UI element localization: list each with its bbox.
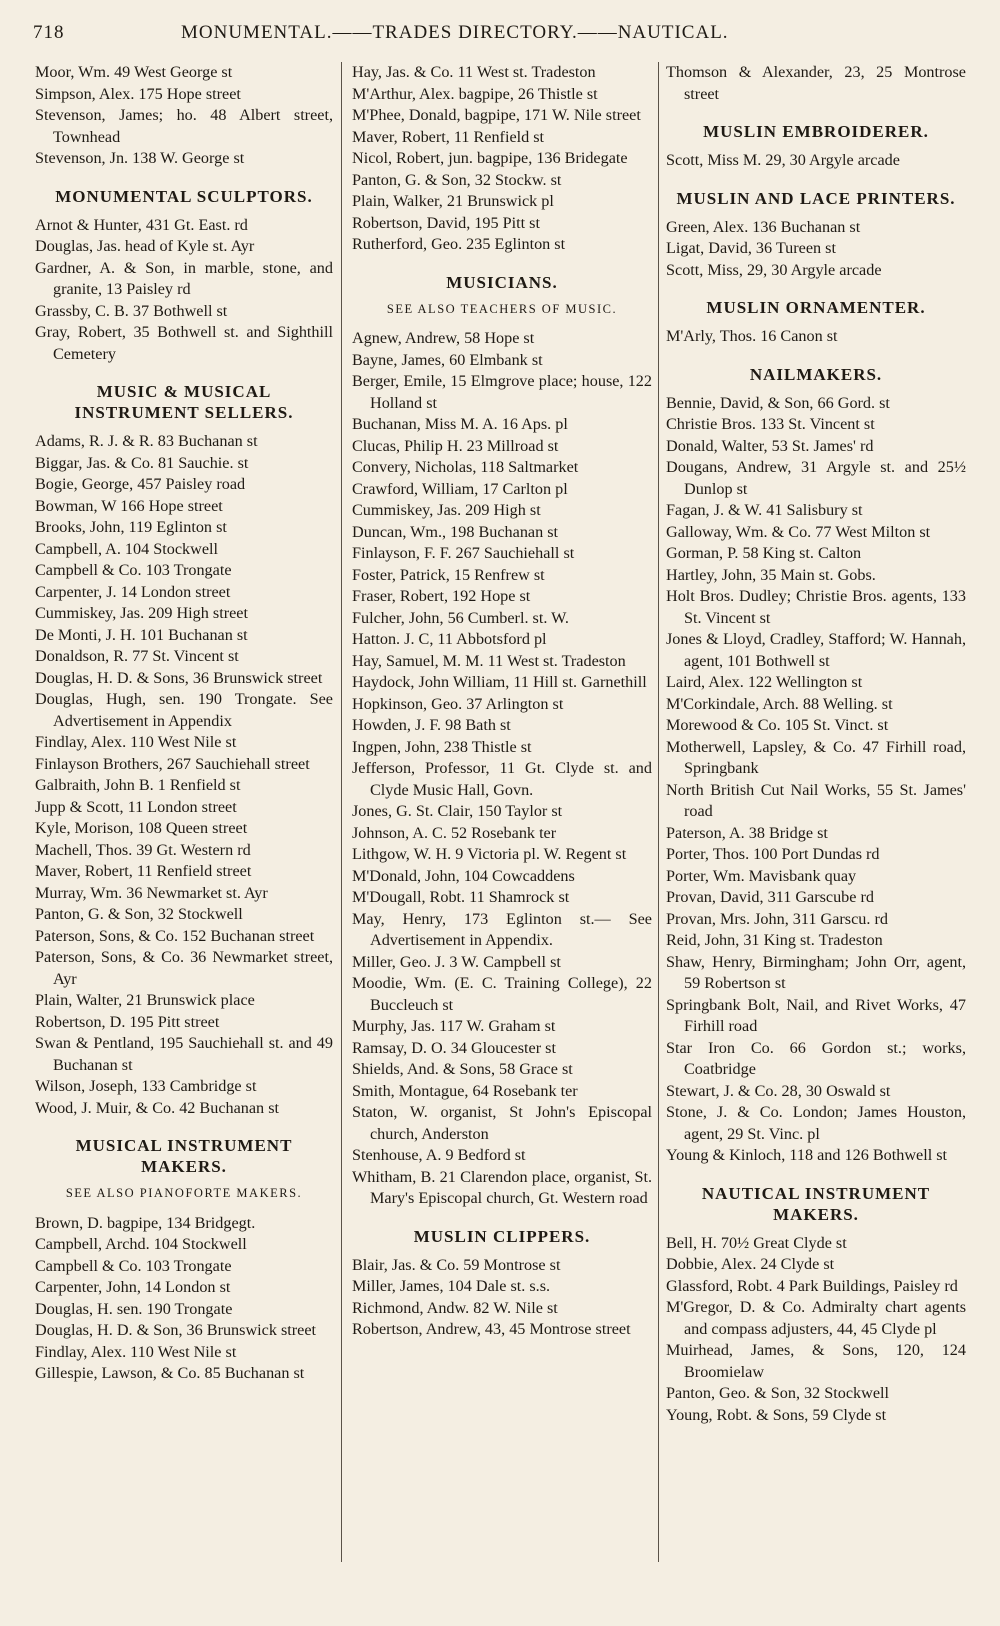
directory-entry: Campbell, Archd. 104 Stockwell (35, 1235, 247, 1253)
see-also-note: SEE ALSO PIANOFORTE MAKERS. (65, 1186, 303, 1200)
directory-entry: Porter, Thos. 100 Port Dundas rd (666, 845, 880, 863)
directory-entry: Gray, Robert, 35 Bothwell st. and Sighthill Cemetery (35, 323, 333, 363)
directory-entry: Campbell & Co. 103 Trongate (35, 1256, 232, 1275)
directory-entry: Donald, Walter, 53 St. James' rd (666, 436, 874, 455)
directory-entry: Stenhouse, A. 9 Bedford st (352, 1146, 526, 1164)
directory-entry: Murray, Wm. 36 Newmarket st. Ayr (35, 883, 268, 902)
directory-entry: Ramsay, D. O. 34 Gloucester st (352, 1038, 556, 1057)
directory-entry: Convery, Nicholas, 118 Saltmarket (352, 458, 579, 476)
directory-entry: Brooks, John, 119 Eglinton st (35, 518, 227, 536)
directory-entry: Johnson, A. C. 52 Rosebank ter (352, 823, 557, 842)
directory-entry: Shaw, Henry, Birmingham; John Orr, agent, 59 Robertson st (666, 952, 966, 992)
page-header (33, 22, 960, 52)
directory-entry: Plain, Walker, 21 Brunswick pl (352, 192, 554, 210)
section-heading: MONUMENTAL SCULPTORS. (55, 186, 313, 206)
directory-entry: Brown, D. bagpipe, 134 Bridgegt. (35, 1213, 256, 1232)
directory-entry: Hopkinson, Geo. 37 Arlington st (352, 694, 564, 713)
section-heading: MUSIC & MUSICAL INSTRUMENT SELLERS. (74, 382, 294, 422)
directory-entry: Haydock, John William, 11 Hill st. Garnethill (352, 673, 647, 691)
directory-entry: Bell, H. 70½ Great Clyde st (666, 1233, 847, 1252)
directory-entry: Provan, Mrs. John, 311 Garscu. rd (666, 909, 888, 928)
directory-entry: Adams, R. J. & R. 83 Buchanan st (35, 432, 258, 450)
directory-entry: Findlay, Alex. 110 West Nile st (35, 733, 237, 751)
directory-entry: Campbell, A. 104 Stockwell (35, 539, 218, 558)
section-heading: MUSLIN ORNAMENTER. (706, 298, 926, 317)
directory-entry: Jones & Lloyd, Cradley, Stafford; W. Hannah, agent, 101 Bothwell st (666, 630, 966, 670)
directory-entry: De Monti, J. H. 101 Buchanan st (35, 625, 248, 644)
directory-entry: Douglas, H. D. & Sons, 36 Brunswick street (35, 668, 323, 687)
directory-entry: Fraser, Robert, 192 Hope st (352, 587, 531, 605)
page-number: 718 (33, 22, 65, 43)
directory-entry: Scott, Miss, 29, 30 Argyle arcade (666, 260, 882, 279)
directory-entry: Thomson & Alexander, 23, 25 Montrose street (666, 63, 966, 103)
directory-entry: Grassby, C. B. 37 Bothwell st (35, 301, 228, 320)
directory-entry: Ingpen, John, 238 Thistle st (352, 737, 532, 756)
directory-entry: Springbank Bolt, Nail, and Rivet Works, 47 Firhill road (666, 995, 966, 1035)
directory-entry: Carpenter, John, 14 London st (35, 1278, 231, 1296)
directory-entry: Douglas, H. sen. 190 Trongate (35, 1299, 233, 1318)
directory-entry: Stewart, J. & Co. 28, 30 Oswald st (666, 1081, 891, 1100)
directory-entry: Kyle, Morison, 108 Queen street (35, 819, 248, 837)
directory-entry: M'Arthur, Alex. bagpipe, 26 Thistle st (352, 84, 598, 103)
directory-entry: Wood, J. Muir, & Co. 42 Buchanan st (35, 1098, 279, 1117)
directory-entry: Dobbie, Alex. 24 Clyde st (666, 1255, 835, 1273)
directory-entry: Holt Bros. Dudley; Christie Bros. agents, 133 St. Vincent st (666, 587, 966, 627)
directory-entry: Miller, James, 104 Dale st. s.s. (352, 1277, 551, 1295)
directory-entry: Buchanan, Miss M. A. 16 Aps. pl (352, 415, 568, 433)
directory-entry: Finlayson Brothers, 267 Sauchiehall street (35, 754, 310, 773)
directory-entry: M'Donald, John, 104 Cowcaddens (352, 866, 575, 885)
directory-entry: Bowman, W 166 Hope street (35, 496, 223, 515)
directory-entry: Bennie, David, & Son, 66 Gord. st (666, 393, 890, 412)
running-title: MONUMENTAL.——TRADES DIRECTORY.——NAUTICAL. (181, 22, 729, 43)
directory-entry: Christie Bros. 133 St. Vincent st (666, 415, 875, 433)
directory-entry: Hatton. J. C, 11 Abbotsford pl (352, 630, 547, 648)
directory-entry: Scott, Miss M. 29, 30 Argyle arcade (666, 151, 900, 169)
directory-entry: Agnew, Andrew, 58 Hope st (352, 329, 535, 347)
directory-entry: Cummiskey, Jas. 209 High st (352, 501, 541, 519)
directory-entry: Dougans, Andrew, 31 Argyle st. and 25½ Dunlop st (666, 458, 966, 498)
directory-entry: Maver, Robert, 11 Renfield st (352, 127, 545, 146)
directory-entry: Murphy, Jas. 117 W. Graham st (352, 1017, 556, 1035)
section-heading: MUSLIN CLIPPERS. (413, 1226, 591, 1246)
directory-entry: Maver, Robert, 11 Renfield street (35, 862, 252, 880)
directory-entry: May, Henry, 173 Eglinton st.— See Advertisement in Appendix. (352, 909, 652, 949)
directory-entry: Robertson, David, 195 Pitt st (352, 213, 540, 232)
directory-entry: Howden, J. F. 98 Bath st (352, 716, 511, 734)
directory-entry: Galloway, Wm. & Co. 77 West Milton st (666, 522, 931, 541)
directory-entry: Swan & Pentland, 195 Sauchiehall st. and 49 Buchanan st (35, 1034, 333, 1074)
directory-entry: Finlayson, F. F. 267 Sauchiehall st (352, 544, 575, 562)
directory-entry: Miller, Geo. J. 3 W. Campbell st (352, 952, 561, 971)
directory-entry: North British Cut Nail Works, 55 St. James' road (666, 780, 966, 820)
directory-entry: Gillespie, Lawson, & Co. 85 Buchanan st (35, 1364, 305, 1382)
directory-entry: Biggar, Jas. & Co. 81 Sauchie. st (35, 453, 249, 472)
directory-column-1 (35, 62, 333, 1385)
directory-entry: Rutherford, Geo. 235 Eglinton st (352, 235, 566, 253)
directory-entry: Galbraith, John B. 1 Renfield st (35, 776, 241, 794)
directory-entry: Hartley, John, 35 Main st. Gobs. (666, 565, 876, 584)
directory-entry: Moor, Wm. 49 West George st (35, 63, 233, 81)
section-heading: MUSICAL INSTRUMENT MAKERS. (75, 1136, 293, 1176)
directory-entry: Paterson, Sons, & Co. 152 Buchanan street (35, 926, 315, 945)
directory-entry: Machell, Thos. 39 Gt. Western rd (35, 840, 251, 859)
column-divider (341, 62, 342, 1562)
directory-entry: Plain, Walter, 21 Brunswick place (35, 991, 255, 1009)
directory-column-3 (666, 62, 966, 1426)
directory-entry: Hay, Samuel, M. M. 11 West st. Tradeston (352, 651, 626, 670)
directory-entry: Morewood & Co. 105 St. Vinct. st (666, 716, 889, 734)
directory-entry: Jupp & Scott, 11 London street (35, 797, 237, 816)
directory-entry: Bogie, George, 457 Paisley road (35, 475, 246, 493)
directory-entry: Wilson, Joseph, 133 Cambridge st (35, 1077, 257, 1095)
directory-entry: Douglas, Jas. head of Kyle st. Ayr (35, 237, 255, 255)
directory-entry: Star Iron Co. 66 Gordon st.; works, Coatbridge (666, 1038, 966, 1078)
directory-entry: Gardner, A. & Son, in marble, stone, and granite, 13 Paisley rd (35, 258, 333, 298)
directory-entry: Foster, Patrick, 15 Renfrew st (352, 565, 545, 584)
directory-entry: Paterson, Sons, & Co. 36 Newmarket street, Ayr (35, 948, 333, 988)
directory-entry: Crawford, William, 17 Carlton pl (352, 479, 568, 498)
directory-entry: Robertson, D. 195 Pitt street (35, 1012, 220, 1031)
directory-entry: Whitham, B. 21 Clarendon place, organist, St. Mary's Episcopal church, Gt. Western road (352, 1167, 652, 1207)
directory-entry: Panton, G. & Son, 32 Stockw. st (352, 170, 562, 189)
directory-entry: Moodie, Wm. (E. C. Training College), 22 Buccleuch st (352, 974, 652, 1014)
directory-entry: Carpenter, J. 14 London street (35, 582, 231, 601)
directory-entry: Douglas, H. D. & Son, 36 Brunswick street (35, 1321, 317, 1339)
directory-entry: Panton, G. & Son, 32 Stockwell (35, 905, 243, 923)
directory-entry: Shields, And. & Sons, 58 Grace st (352, 1060, 573, 1078)
directory-entry: Cummiskey, Jas. 209 High street (35, 604, 248, 622)
directory-entry: Bayne, James, 60 Elmbank st (352, 350, 543, 369)
directory-entry: Lithgow, W. H. 9 Victoria pl. W. Regent st (352, 845, 627, 863)
directory-entry: Reid, John, 31 King st. Tradeston (666, 931, 883, 949)
directory-entry: Porter, Wm. Mavisbank quay (666, 866, 857, 885)
directory-entry: Donaldson, R. 77 St. Vincent st (35, 647, 239, 665)
directory-entry: Duncan, Wm., 198 Buchanan st (352, 522, 559, 541)
directory-entry: Jones, G. St. Clair, 150 Taylor st (352, 802, 563, 820)
directory-entry: Fagan, J. & W. 41 Salisbury st (666, 501, 863, 519)
directory-entry: Paterson, A. 38 Bridge st (666, 823, 828, 842)
section-heading: MUSICIANS. (446, 272, 558, 292)
column-divider (658, 62, 659, 1562)
directory-entry: M'Phee, Donald, bagpipe, 171 W. Nile street (352, 106, 641, 124)
see-also-note: SEE ALSO TEACHERS OF MUSIC. (386, 301, 618, 316)
directory-entry: M'Corkindale, Arch. 88 Welling. st (666, 694, 893, 713)
directory-entry: Stone, J. & Co. London; James Houston, agent, 29 St. Vinc. pl (666, 1103, 966, 1143)
directory-entry: Campbell & Co. 103 Trongate (35, 561, 232, 579)
directory-entry: Stevenson, James; ho. 48 Albert street, Townhead (35, 106, 333, 146)
directory-entry: Smith, Montague, 64 Rosebank ter (352, 1081, 578, 1100)
directory-entry: Stevenson, Jn. 138 W. George st (35, 149, 245, 167)
directory-entry: Findlay, Alex. 110 West Nile st (35, 1342, 237, 1361)
section-heading: MUSLIN EMBROIDERER. (703, 122, 929, 141)
directory-entry: Young, Robt. & Sons, 59 Clyde st (666, 1405, 887, 1424)
directory-entry: Motherwell, Lapsley, & Co. 47 Firhill road, Springbank (666, 737, 966, 777)
directory-entry: Ligat, David, 36 Tureen st (666, 239, 836, 257)
directory-column-2 (352, 62, 652, 1341)
section-heading: NAILMAKERS. (749, 364, 883, 384)
directory-entry: Douglas, Hugh, sen. 190 Trongate. See Advertisement in Appendix (35, 690, 333, 730)
directory-entry: Provan, David, 311 Garscube rd (666, 888, 874, 906)
directory-entry: Jefferson, Professor, 11 Gt. Clyde st. and Clyde Music Hall, Govn. (352, 759, 652, 799)
directory-entry: Robertson, Andrew, 43, 45 Montrose street (352, 1320, 631, 1338)
directory-entry: Green, Alex. 136 Buchanan st (666, 217, 861, 236)
directory-entry: Simpson, Alex. 175 Hope street (35, 84, 241, 103)
directory-entry: Berger, Emile, 15 Elmgrove place; house, 122 Holland st (352, 372, 652, 412)
section-heading: MUSLIN AND LACE PRINTERS. (676, 188, 956, 208)
directory-entry: Panton, Geo. & Son, 32 Stockwell (666, 1384, 890, 1402)
directory-entry: Muirhead, James, & Sons, 120, 124 Broomielaw (666, 1341, 966, 1381)
directory-entry: Laird, Alex. 122 Wellington st (666, 673, 863, 691)
directory-entry: Gorman, P. 58 King st. Calton (666, 544, 862, 562)
directory-entry: Young & Kinloch, 118 and 126 Bothwell st (666, 1146, 948, 1164)
directory-entry: Nicol, Robert, jun. bagpipe, 136 Bridegate (352, 149, 628, 167)
directory-entry: M'Arly, Thos. 16 Canon st (666, 327, 838, 345)
section-heading: NAUTICAL INSTRUMENT MAKERS. (701, 1183, 931, 1224)
directory-entry: M'Dougall, Robt. 11 Shamrock st (352, 888, 570, 906)
directory-entry: Richmond, Andw. 82 W. Nile st (352, 1298, 558, 1317)
directory-entry: Fulcher, John, 56 Cumberl. st. W. (352, 608, 569, 627)
directory-entry: Glassford, Robt. 4 Park Buildings, Paisley rd (666, 1276, 958, 1295)
directory-entry: Arnot & Hunter, 431 Gt. East. rd (35, 215, 248, 234)
directory-entry: Staton, W. organist, St John's Episcopal church, Anderston (352, 1103, 652, 1143)
directory-entry: Clucas, Philip H. 23 Millroad st (352, 436, 559, 455)
directory-entry: M'Gregor, D. & Co. Admiralty chart agents and compass adjusters, 44, 45 Clyde pl (666, 1298, 966, 1338)
directory-entry: Hay, Jas. & Co. 11 West st. Tradeston (352, 63, 596, 81)
directory-entry: Blair, Jas. & Co. 59 Montrose st (352, 1255, 561, 1274)
